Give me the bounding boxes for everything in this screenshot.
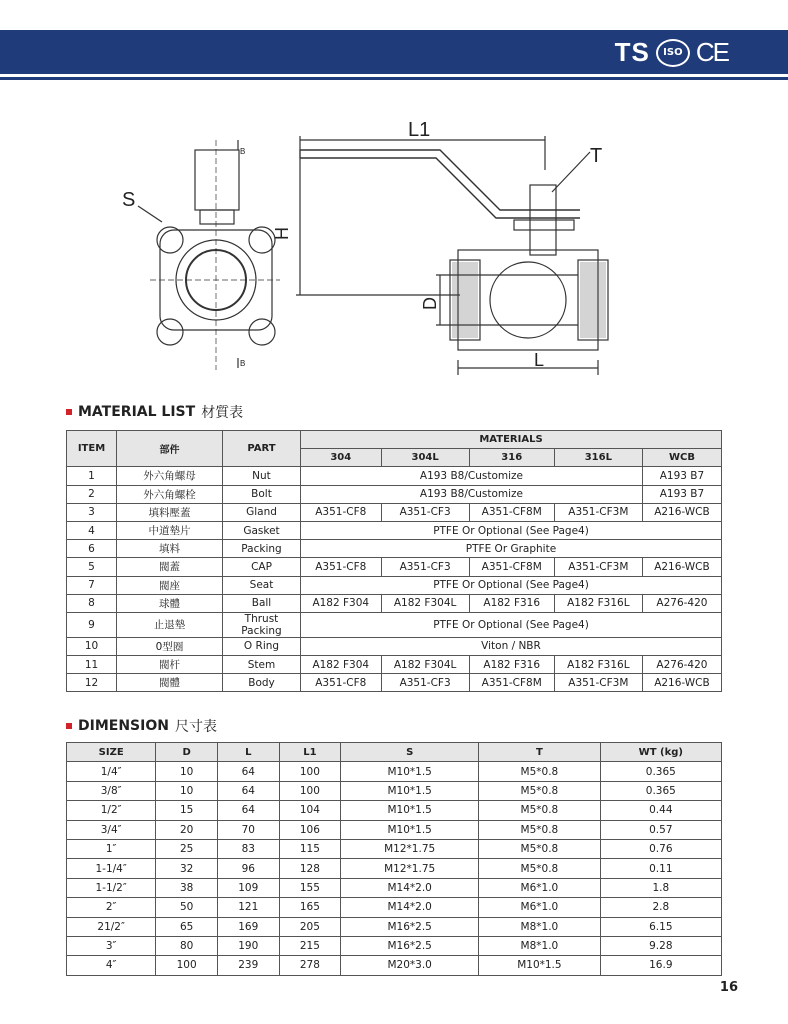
table-cell: 215	[279, 936, 341, 955]
ce-mark-icon: CE	[695, 37, 728, 67]
table-cell: 3/8″	[67, 781, 156, 800]
table-cell: 0.76	[600, 839, 721, 858]
cell-item: 1	[67, 467, 117, 485]
cell-item: 10	[67, 637, 117, 655]
cell-material: A182 F304	[301, 656, 382, 674]
cell-item: 11	[67, 656, 117, 674]
brand-logo	[615, 37, 728, 68]
table-cell: 0.365	[600, 781, 721, 800]
cell-part-cn: 閥蓋	[117, 558, 223, 576]
cell-part-cn: 中道墊片	[117, 521, 223, 539]
cell-material: Viton / NBR	[301, 637, 722, 655]
table-row	[67, 521, 722, 539]
page-number: 16	[719, 980, 738, 995]
cell-part: CAP	[223, 558, 301, 576]
cell-part-cn: 外六角螺母	[117, 467, 223, 485]
table-cell: 83	[217, 839, 279, 858]
table-row	[67, 956, 722, 975]
cell-item: 6	[67, 540, 117, 558]
cell-material: A351-CF8M	[469, 674, 554, 692]
table-row	[67, 503, 722, 521]
table-cell: 0.365	[600, 762, 721, 781]
side-view-stem-neck	[200, 210, 234, 224]
table-cell: M6*1.0	[479, 878, 601, 897]
cell-material: A351-CF8	[301, 558, 382, 576]
table-row	[67, 540, 722, 558]
table-cell: 3″	[67, 936, 156, 955]
table-row	[67, 839, 722, 858]
cell-item: 2	[67, 485, 117, 503]
cell-part: Stem	[223, 656, 301, 674]
table-row	[67, 558, 722, 576]
col-header: T	[479, 743, 601, 762]
table-cell: M10*1.5	[341, 762, 479, 781]
table-cell: 25	[156, 839, 218, 858]
table-cell: 64	[217, 801, 279, 820]
table-cell: 100	[279, 762, 341, 781]
table-cell: 1-1/2″	[67, 878, 156, 897]
table-cell: 1″	[67, 839, 156, 858]
bullet-marker-icon	[66, 723, 72, 729]
table-row	[67, 898, 722, 917]
cell-material: A276-420	[642, 594, 721, 612]
table-cell: 0.11	[600, 859, 721, 878]
table-row	[67, 878, 722, 897]
cell-part-cn: 閥體	[117, 674, 223, 692]
table-row	[67, 936, 722, 955]
cell-part-cn: 0型圈	[117, 637, 223, 655]
table-row	[67, 801, 722, 820]
table-cell: 128	[279, 859, 341, 878]
label-l1: L1	[408, 119, 431, 141]
cell-material: A276-420	[642, 656, 721, 674]
cell-item: 8	[67, 594, 117, 612]
table-cell: 80	[156, 936, 218, 955]
table-cell: 10	[156, 781, 218, 800]
col-materials: MATERIALS	[301, 431, 722, 449]
table-cell: M10*1.5	[341, 820, 479, 839]
table-cell: 10	[156, 762, 218, 781]
col-grade: 316L	[554, 449, 642, 467]
col-header: WT (kg)	[600, 743, 721, 762]
col-grade: 316	[469, 449, 554, 467]
col-header: L	[217, 743, 279, 762]
cell-material: PTFE Or Optional (See Page4)	[301, 521, 722, 539]
table-cell: 2″	[67, 898, 156, 917]
table-cell: 4″	[67, 956, 156, 975]
table-cell: 115	[279, 839, 341, 858]
table-cell: 104	[279, 801, 341, 820]
cell-material: A351-CF8	[301, 674, 382, 692]
cell-item: 3	[67, 503, 117, 521]
table-cell: 50	[156, 898, 218, 917]
cell-material: A182 F304L	[381, 656, 469, 674]
table-cell: 16.9	[600, 956, 721, 975]
table-row	[67, 485, 722, 503]
table-row	[67, 762, 722, 781]
cell-material: A182 F316	[469, 594, 554, 612]
table-cell: 155	[279, 878, 341, 897]
table-cell: 70	[217, 820, 279, 839]
table-cell: M16*2.5	[341, 936, 479, 955]
table-cell: 100	[279, 781, 341, 800]
table-cell: M10*1.5	[341, 801, 479, 820]
cell-part-cn: 填料	[117, 540, 223, 558]
material-list-title: MATERIAL LIST 材質表	[66, 402, 243, 422]
table-cell: 9.28	[600, 936, 721, 955]
table-cell: 106	[279, 820, 341, 839]
side-view-bolt-br	[249, 319, 275, 345]
table-cell: 96	[217, 859, 279, 878]
table-cell: 1.8	[600, 878, 721, 897]
cell-part: Nut	[223, 467, 301, 485]
cell-material: A182 F316L	[554, 594, 642, 612]
table-cell: M16*2.5	[341, 917, 479, 936]
cell-part-cn: 球體	[117, 594, 223, 612]
cell-part: Bolt	[223, 485, 301, 503]
cell-item: 7	[67, 576, 117, 594]
table-cell: 190	[217, 936, 279, 955]
cell-part: Packing	[223, 540, 301, 558]
label-t: T	[590, 145, 603, 167]
cell-material: A351-CF3	[381, 503, 469, 521]
col-header: D	[156, 743, 218, 762]
table-cell: 239	[217, 956, 279, 975]
table-cell: M20*3.0	[341, 956, 479, 975]
cell-material: PTFE Or Graphite	[301, 540, 722, 558]
dimension-title: DIMENSION 尺寸表	[66, 716, 217, 736]
col-header: L1	[279, 743, 341, 762]
table-cell: M6*1.0	[479, 898, 601, 917]
label-d: D	[420, 297, 440, 310]
cell-part: Body	[223, 674, 301, 692]
table-row	[67, 612, 722, 637]
table-cell: 278	[279, 956, 341, 975]
cell-material: A182 F304L	[381, 594, 469, 612]
table-cell: 21/2″	[67, 917, 156, 936]
table-cell: M5*0.8	[479, 801, 601, 820]
side-view-bolt-bl	[157, 319, 183, 345]
col-item: ITEM	[67, 431, 117, 467]
table-cell: 64	[217, 762, 279, 781]
cell-material: A351-CF3	[381, 674, 469, 692]
cell-material: A351-CF3M	[554, 503, 642, 521]
table-cell: M10*1.5	[341, 781, 479, 800]
table-cell: 3/4″	[67, 820, 156, 839]
table-cell: M5*0.8	[479, 820, 601, 839]
cell-part-cn: 止退墊	[117, 612, 223, 637]
table-cell: 15	[156, 801, 218, 820]
cell-material: A193 B7	[642, 485, 721, 503]
col-grade: WCB	[642, 449, 721, 467]
cell-part: Gasket	[223, 521, 301, 539]
table-cell: M5*0.8	[479, 839, 601, 858]
cell-material: A216-WCB	[642, 558, 721, 576]
cell-material: A351-CF8	[301, 503, 382, 521]
table-row	[67, 576, 722, 594]
cell-material: A351-CF3	[381, 558, 469, 576]
table-cell: M12*1.75	[341, 859, 479, 878]
cell-material: A351-CF3M	[554, 674, 642, 692]
cell-material: A193 B7	[642, 467, 721, 485]
brand-name: TS	[614, 37, 650, 67]
bullet-marker-icon	[66, 409, 72, 415]
table-row	[67, 674, 722, 692]
col-grade: 304	[301, 449, 382, 467]
table-cell: M5*0.8	[479, 859, 601, 878]
col-header: SIZE	[67, 743, 156, 762]
label-b-top: B	[240, 147, 246, 156]
cell-part: Seat	[223, 576, 301, 594]
cell-material: PTFE Or Optional (See Page4)	[301, 612, 722, 637]
cell-material: A193 B8/Customize	[301, 467, 643, 485]
header-rule	[0, 77, 788, 80]
table-cell: M12*1.75	[341, 839, 479, 858]
cell-part: Ball	[223, 594, 301, 612]
cell-material: A193 B8/Customize	[301, 485, 643, 503]
table-cell: 2.8	[600, 898, 721, 917]
cell-part-cn: 閥座	[117, 576, 223, 594]
table-cell: 65	[156, 917, 218, 936]
table-cell: M8*1.0	[479, 917, 601, 936]
table-cell: M5*0.8	[479, 762, 601, 781]
col-grade: 304L	[381, 449, 469, 467]
table-cell: 38	[156, 878, 218, 897]
label-h: H	[272, 227, 292, 240]
iso-icon: ISO	[656, 39, 690, 67]
cell-part: O Ring	[223, 637, 301, 655]
table-cell: 20	[156, 820, 218, 839]
cell-part-cn: 外六角螺栓	[117, 485, 223, 503]
cell-material: A351-CF8M	[469, 503, 554, 521]
cell-material: A182 F304	[301, 594, 382, 612]
valve-technical-drawing	[100, 110, 660, 380]
cell-material: A216-WCB	[642, 503, 721, 521]
side-view-handle-stem	[195, 150, 239, 210]
material-table	[66, 430, 722, 692]
label-b-bottom: B	[240, 359, 246, 368]
cell-part-cn: 閥杆	[117, 656, 223, 674]
table-row	[67, 820, 722, 839]
cell-part-cn: 填料壓蓋	[117, 503, 223, 521]
table-row	[67, 637, 722, 655]
table-cell: 32	[156, 859, 218, 878]
cell-material: A182 F316L	[554, 656, 642, 674]
cell-material: A351-CF3M	[554, 558, 642, 576]
table-cell: 169	[217, 917, 279, 936]
cell-part: Thrust Packing	[223, 612, 301, 637]
table-cell: 1/2″	[67, 801, 156, 820]
cell-material: A182 F316	[469, 656, 554, 674]
dimension-table	[66, 742, 722, 976]
table-cell: 64	[217, 781, 279, 800]
cell-material: PTFE Or Optional (See Page4)	[301, 576, 722, 594]
col-part-cn: 部件	[117, 431, 223, 467]
table-cell: M10*1.5	[479, 956, 601, 975]
table-row	[67, 859, 722, 878]
table-cell: 121	[217, 898, 279, 917]
table-row	[67, 781, 722, 800]
table-row	[67, 467, 722, 485]
cell-material: A351-CF8M	[469, 558, 554, 576]
cell-material: A216-WCB	[642, 674, 721, 692]
table-cell: 0.57	[600, 820, 721, 839]
cell-item: 5	[67, 558, 117, 576]
table-cell: 1/4″	[67, 762, 156, 781]
table-cell: 205	[279, 917, 341, 936]
table-cell: 165	[279, 898, 341, 917]
label-s: S	[122, 189, 136, 211]
table-cell: 0.44	[600, 801, 721, 820]
table-cell: M5*0.8	[479, 781, 601, 800]
table-cell: M8*1.0	[479, 936, 601, 955]
label-l: L	[534, 350, 545, 370]
table-cell: 100	[156, 956, 218, 975]
table-row	[67, 656, 722, 674]
table-row	[67, 917, 722, 936]
table-cell: 1-1/4″	[67, 859, 156, 878]
table-cell: 109	[217, 878, 279, 897]
table-cell: 6.15	[600, 917, 721, 936]
cell-item: 12	[67, 674, 117, 692]
table-row	[67, 594, 722, 612]
col-part: PART	[223, 431, 301, 467]
col-header: S	[341, 743, 479, 762]
table-cell: M14*2.0	[341, 898, 479, 917]
table-cell: M14*2.0	[341, 878, 479, 897]
cell-item: 9	[67, 612, 117, 637]
cell-item: 4	[67, 521, 117, 539]
cell-part: Gland	[223, 503, 301, 521]
